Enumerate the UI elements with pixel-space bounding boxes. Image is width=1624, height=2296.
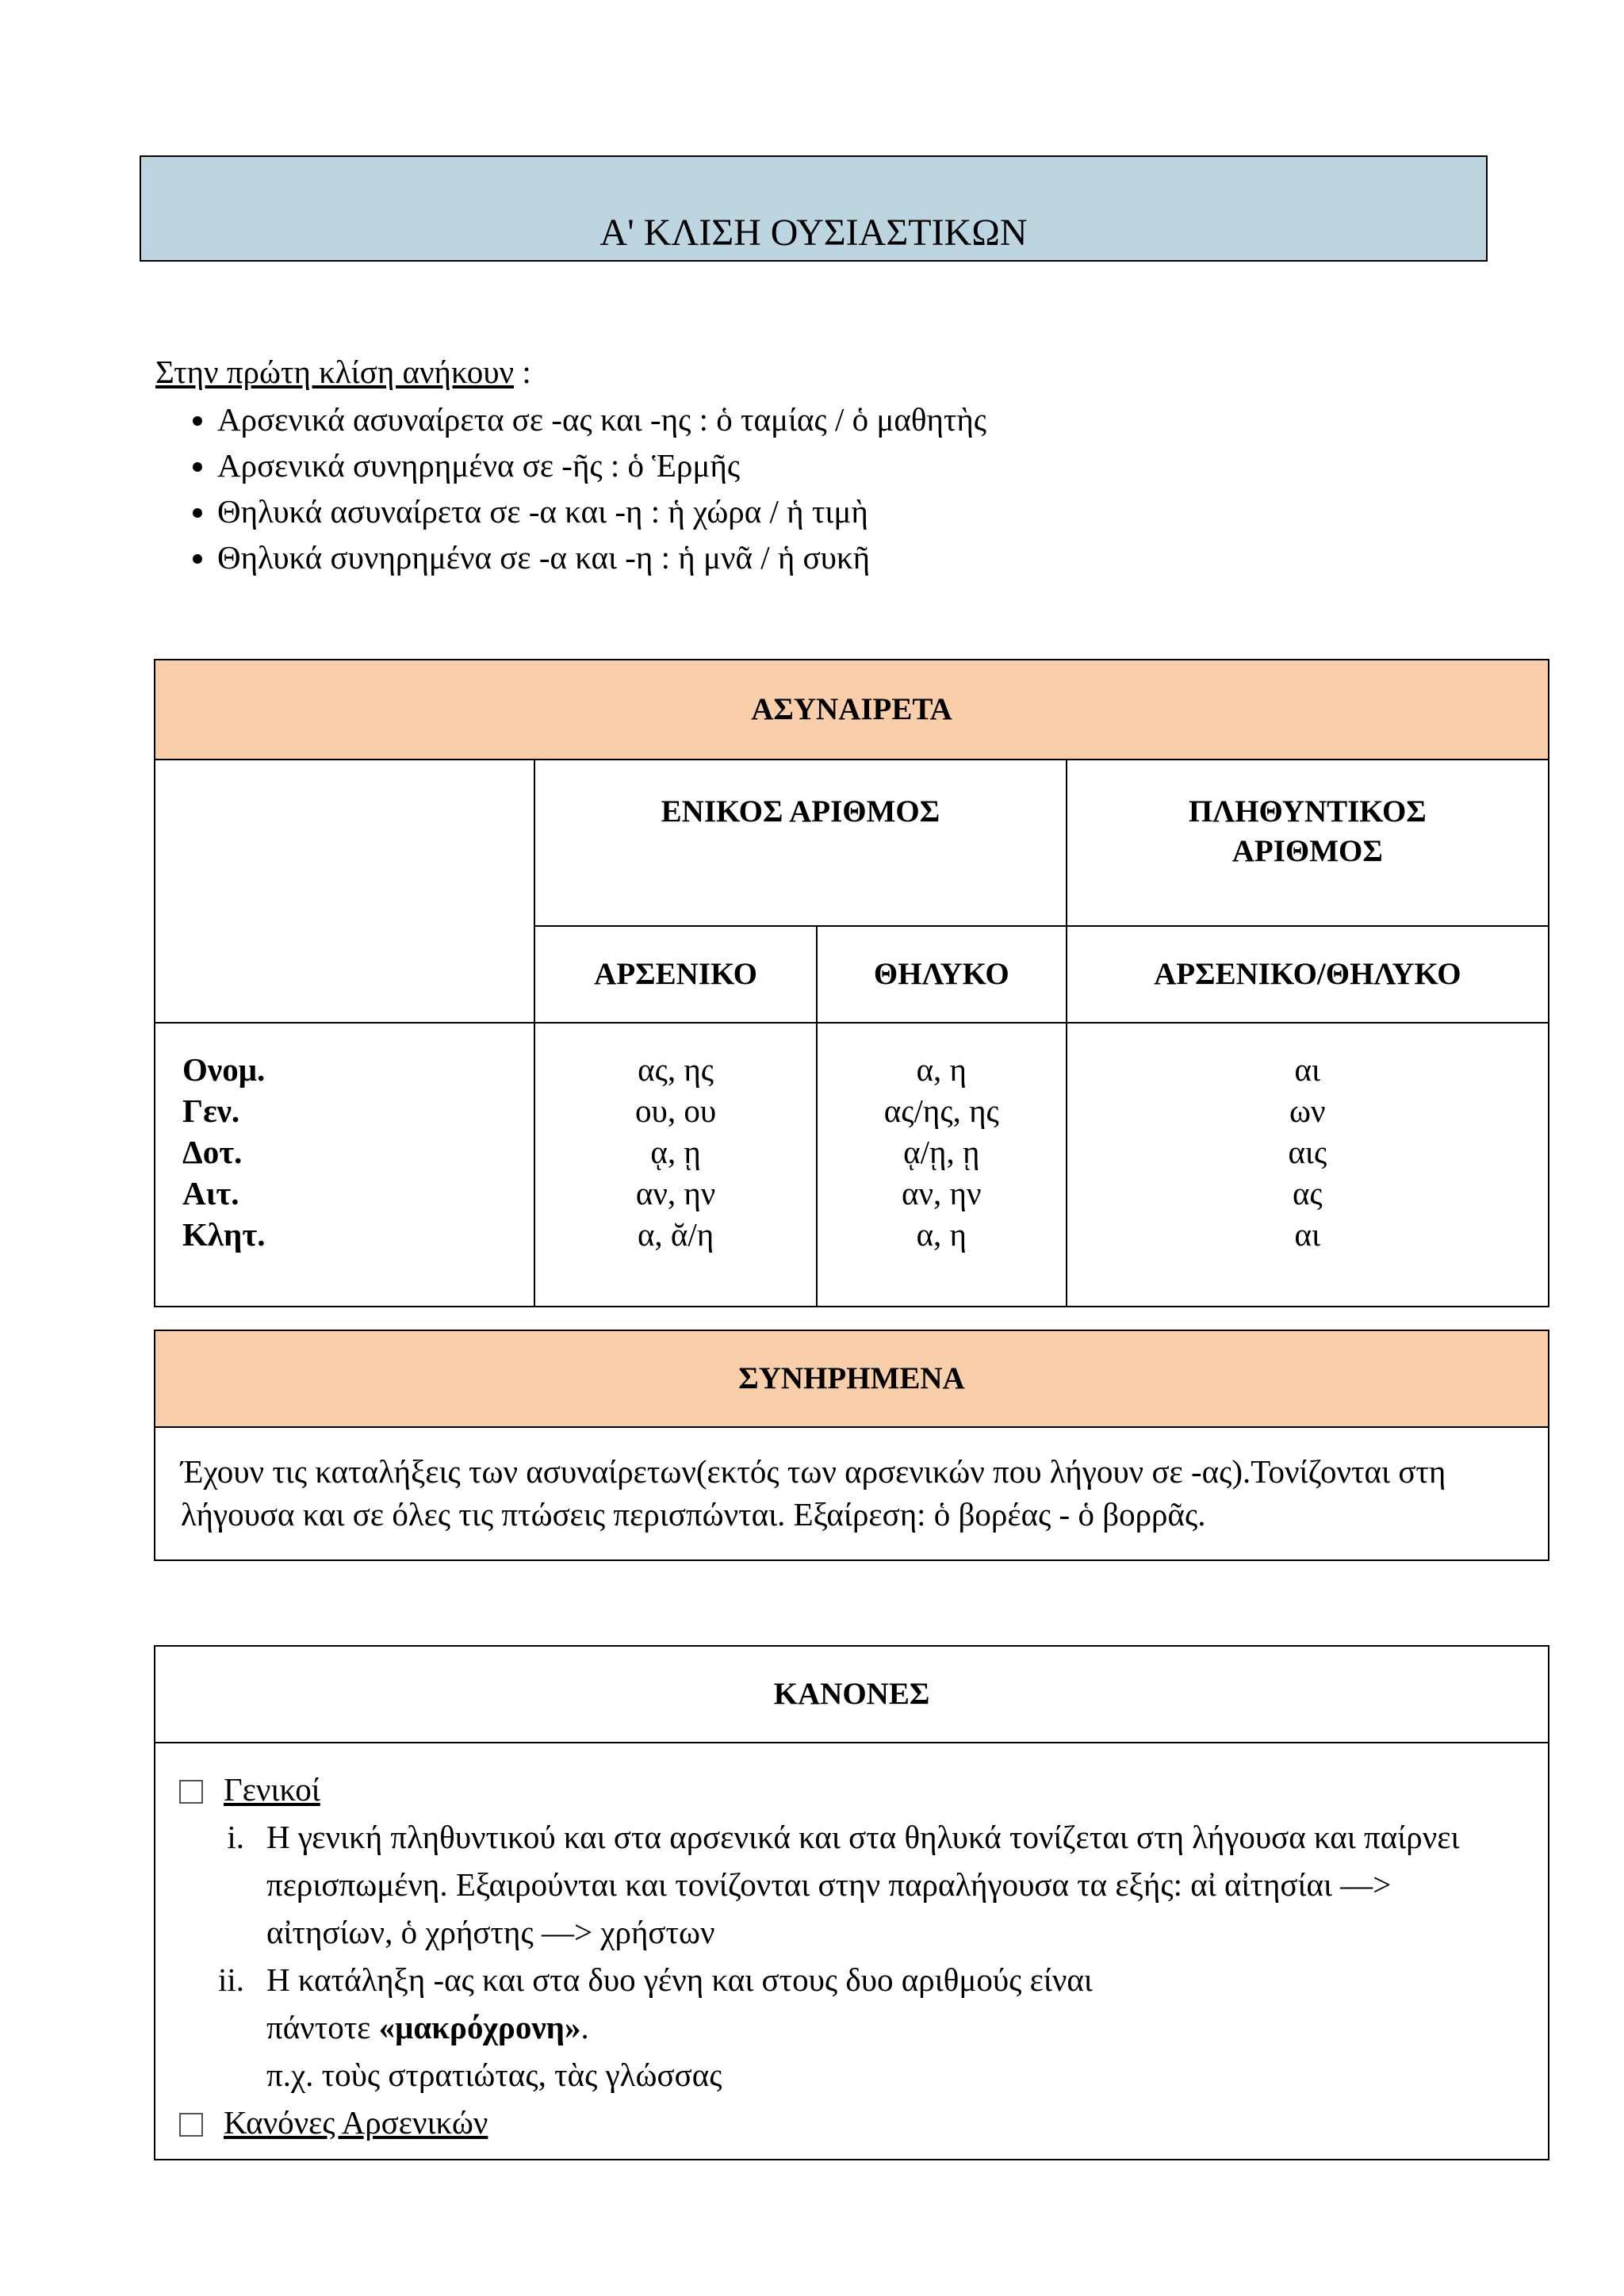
list-item: • Θηλυκά ασυναίρετα σε -α και -η : ἡ χώρα / ἡ τιμὴ <box>217 488 1503 534</box>
intro-section <box>155 349 1503 580</box>
list-item: • Αρσενικά ασυναίρετα σε -ας και -ης : ὁ ταμίας / ὁ μαθητὴς <box>217 396 1503 442</box>
plural-header: ΠΛΗΘΥΝΤΙΚΟΣ ΑΡΙΘΜΟΣ <box>1067 760 1549 926</box>
case-names: Ονομ. Γεν. Δοτ. Αιτ. Κλητ. <box>155 1023 534 1307</box>
feminine-header: ΘΗΛΥΚΟ <box>817 926 1067 1023</box>
singular-header: ΕΝΙΚΟΣ ΑΡΙΘΜΟΣ <box>534 760 1066 926</box>
rules-header: ΚΑΝΟΝΕΣ <box>155 1646 1549 1743</box>
plural-endings: αι ων αις ας αι <box>1067 1023 1549 1307</box>
synirimena-text: Έχουν τις καταλήξεις των ασυναίρετων(εκτός των αρσενικών που λήγουν σε -ας).Τονίζονται στη λήγουσα και σε όλες τις πτώσεις περισπώνται. Εξαίρεση: ὁ βορέας - ὁ βορρᾶς. <box>155 1427 1549 1560</box>
checkbox-icon <box>179 2113 203 2137</box>
feminine-endings: α, η ας/ης, ης ᾳ/ῃ, ῃ αν, ην α, η <box>817 1023 1067 1307</box>
masculine-endings: ας, ης ου, ου ᾳ, ῃ αν, ην α, ᾰ/η <box>534 1023 817 1307</box>
bold-term: «μακρόχρονη» <box>378 2009 581 2045</box>
list-item: • Αρσενικά συνηρημένα σε -ῆς : ὁ Ἑρμῆς <box>217 442 1503 488</box>
rules-body <box>155 1743 1549 2160</box>
list-item: i. Η γενική πληθυντικού και στα αρσενικά και στα θηλυκά τονίζεται στη λήγουσα και παίρνει περισπωμένη. Εξαιρούνται και τονίζονται στην παραλήγουσα τα εξής: αἰ αἰτησίαι —> αἰτησίων, ὁ χρήστης —> χρήστων <box>227 1819 1460 1950</box>
checkbox-icon <box>179 1780 203 1804</box>
empty-corner-cell <box>155 760 534 1023</box>
general-rules-heading: Γενικοί <box>179 1766 1516 1813</box>
rules-table <box>154 1645 1549 2160</box>
masc-rules-heading: Κανόνες Αρσενικών <box>179 2099 1516 2146</box>
masculine-header: ΑΡΣΕΝΙΚΟ <box>534 926 817 1023</box>
intro-heading: Στην πρώτη κλίση ανήκουν : <box>155 354 531 390</box>
intro-list <box>155 396 1503 580</box>
synirimena-table <box>154 1330 1549 1561</box>
page-title: Α' ΚΛΙΣΗ ΟΥΣΙΑΣΤΙΚΩΝ <box>140 155 1488 262</box>
synirimena-header: ΣΥΝΗΡΗΜΕΝΑ <box>155 1330 1549 1427</box>
asynaireta-header: ΑΣΥΝΑΙΡΕΤΑ <box>155 660 1549 760</box>
masc-fem-header: ΑΡΣΕΝΙΚΟ/ΘΗΛΥΚΟ <box>1067 926 1549 1023</box>
list-item: ii. Η κατάληξη -ας και στα δυο γένη και στους δυο αριθμούς είναι πάντοτε «μακρόχρονη». π.χ. τοὺς στρατιώτας, τὰς γλώσσας <box>217 1961 1093 2093</box>
asynaireta-table <box>154 659 1549 1307</box>
list-item: • Θηλυκά συνηρημένα σε -α και -η : ἡ μνᾶ / ἡ συκῆ <box>217 534 1503 580</box>
